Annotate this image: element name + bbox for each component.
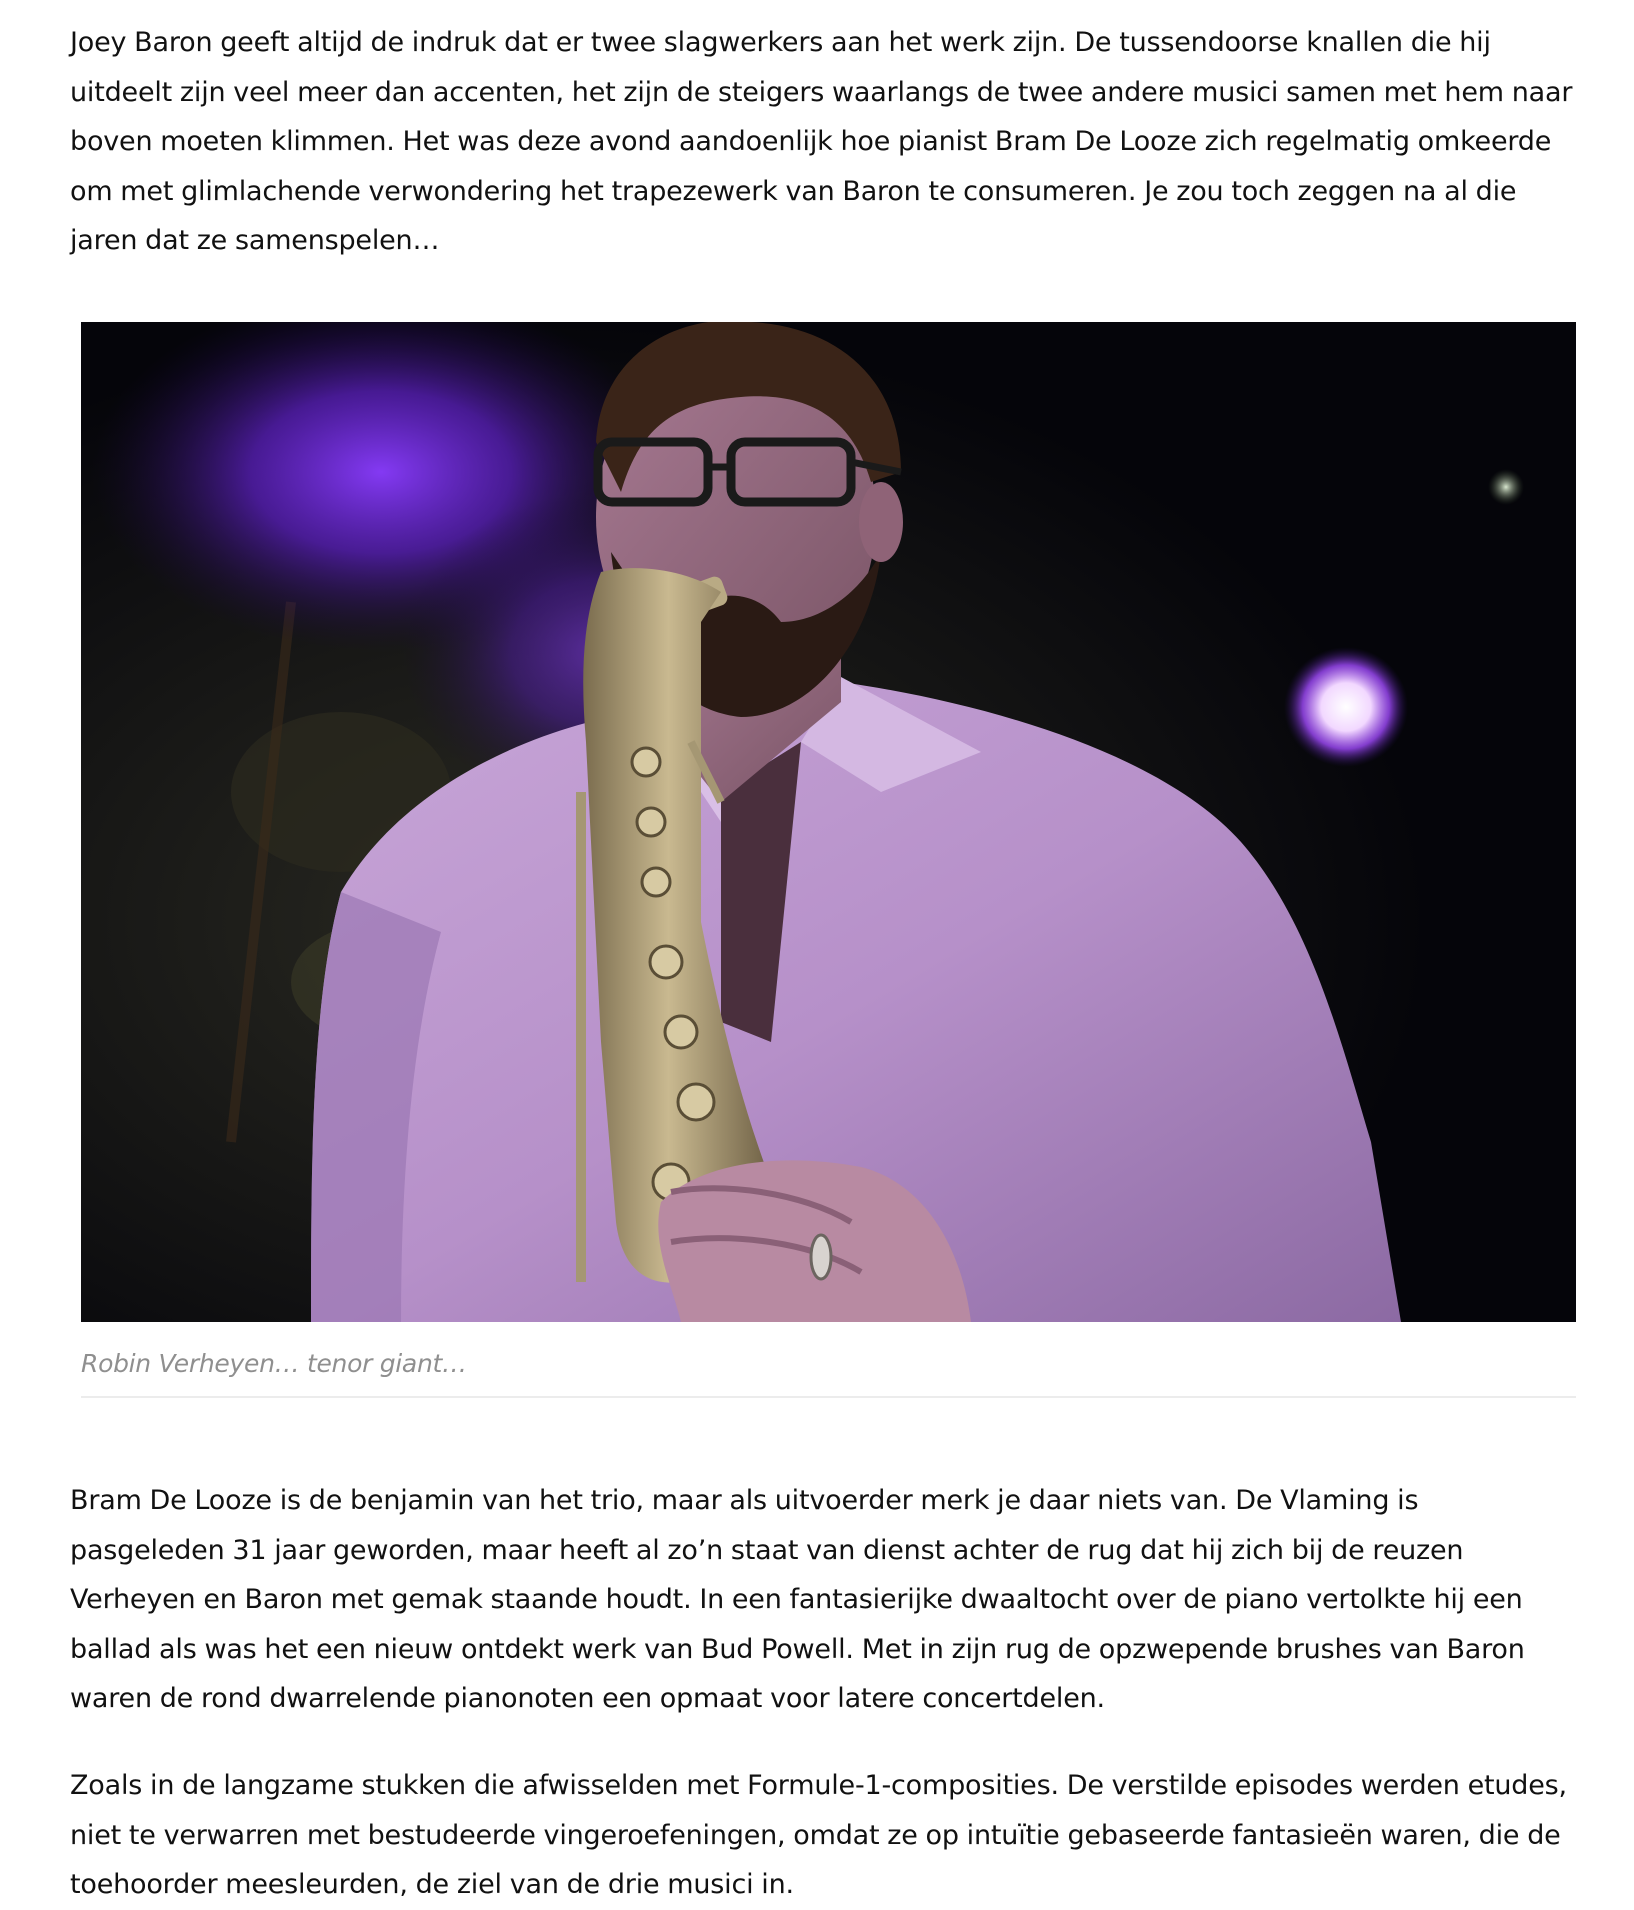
- saxophonist-photo: [81, 322, 1576, 1322]
- caption-divider: [81, 1396, 1576, 1398]
- photo-caption: Robin Verheyen… tenor giant…: [81, 1349, 467, 1378]
- article-paragraph-3: Zoals in de langzame stukken die afwisselden met Formule-1-composities. De verstilde episodes werden etudes, niet te verwarren met bestudeerde vingeroefeningen, omdat ze op intuïtie gebaseerde fantasieën waren, die de toehoorder meesleurden, de ziel van de drie musici in.: [70, 1770, 1567, 1900]
- article-paragraph-1: Joey Baron geeft altijd de indruk dat er twee slagwerkers aan het werk zijn. De tussendoorse knallen die hij uitdeelt zijn veel meer dan accenten, het zijn de steigers waarlangs de twee andere musici samen met hem naar boven moeten klimmen. Het was deze avond aandoenlijk hoe pianist Bram De Looze zich regelmatig omkeerde om met glimlachende verwondering het trapezewerk van Baron te consumeren. Je zou toch zeggen na al die jaren dat ze samenspelen…: [70, 27, 1573, 256]
- photo-figure: [81, 322, 1576, 1398]
- article-paragraph-2: Bram De Looze is de benjamin van het trio, maar als uitvoerder merk je daar niets van. De Vlaming is pasgeleden 31 jaar geworden, maar heeft al zo’n staat van dienst achter de rug dat hij zich bij de reuzen Verheyen en Baron met gemak staande houdt. In een fantasierijke dwaaltocht over de piano vertolkte hij een ballad als was het een nieuw ontdekt werk van Bud Powell. Met in zijn rug de opzwepende brushes van Baron waren de rond dwarrelende pianonoten een opmaat voor latere concertdelen.: [70, 1485, 1525, 1714]
